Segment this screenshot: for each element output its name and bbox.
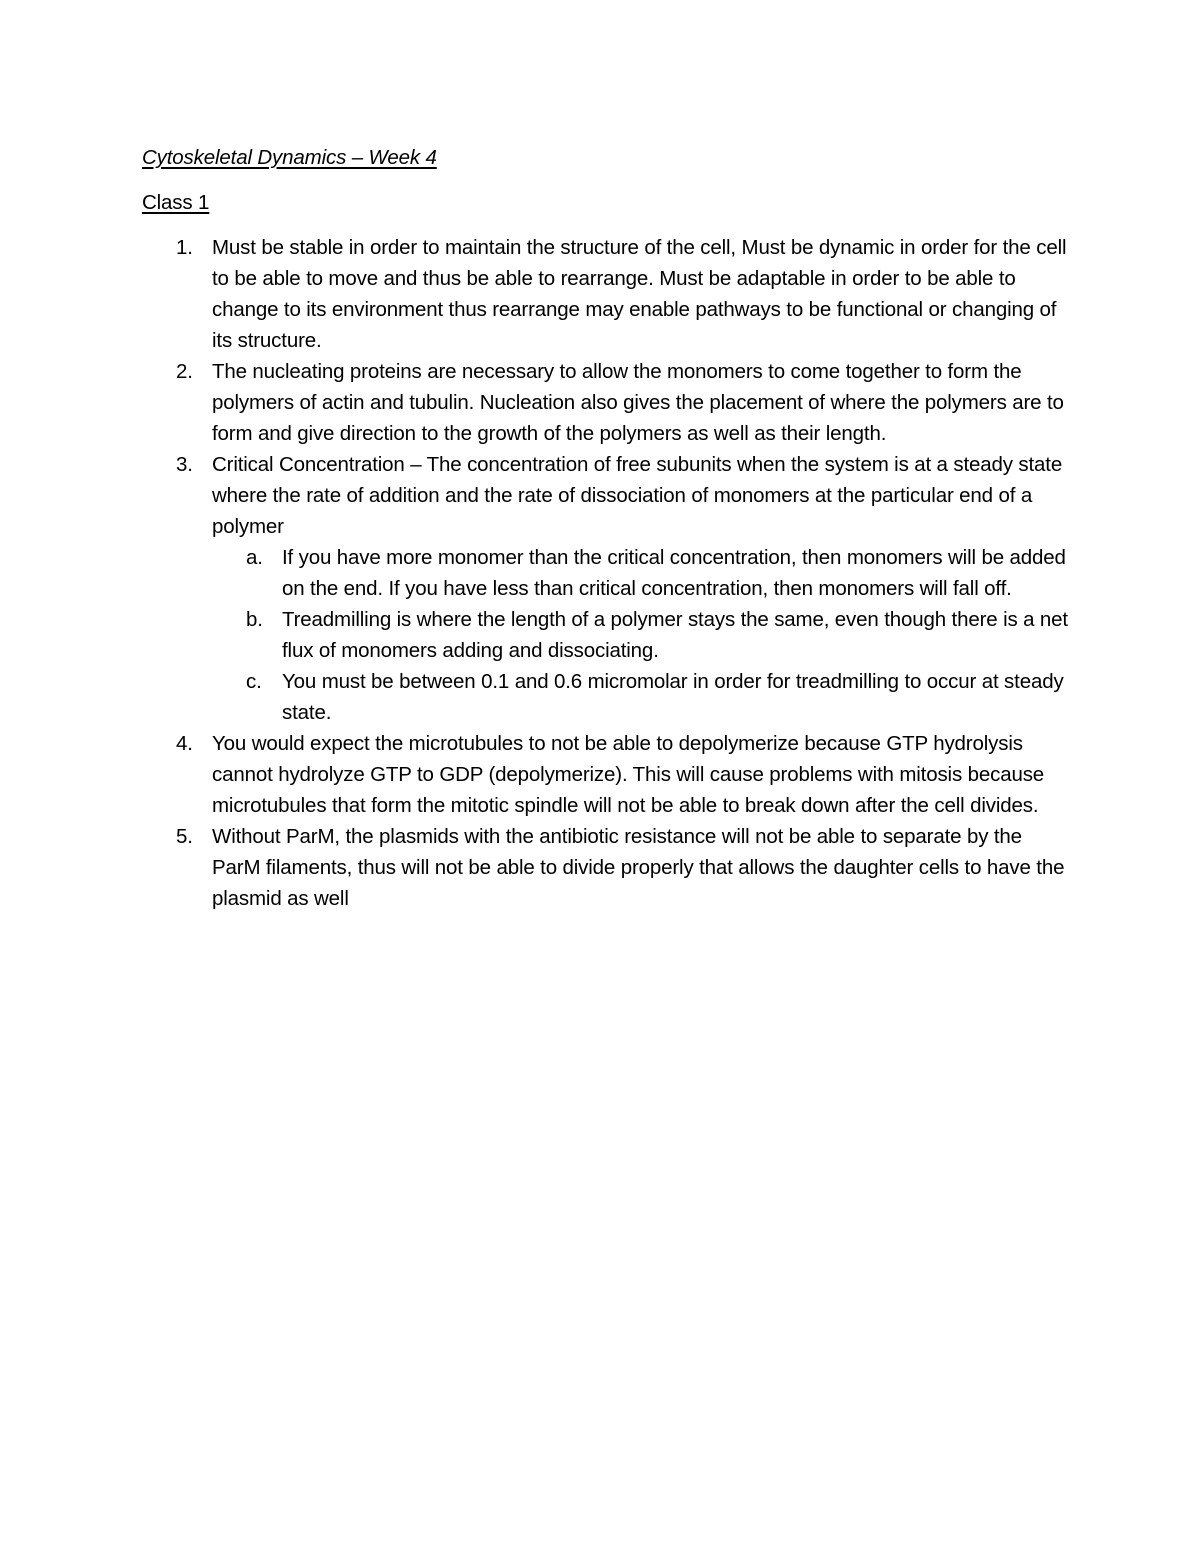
answer-item-2 bbox=[142, 356, 1072, 449]
sub-answer-letter: b. bbox=[246, 608, 263, 631]
answer-list bbox=[142, 232, 1072, 914]
answer-number: 2. bbox=[176, 360, 193, 383]
document-body bbox=[142, 142, 1072, 914]
sub-answer-text: If you have more monomer than the critical concentration, then monomers will be added on the end. If you have less than critical concentration, then monomers will fall off. bbox=[282, 546, 1066, 600]
answer-text: You would expect the microtubules to not be able to depolymerize because GTP hydrolysis cannot hydrolyze GTP to GDP (depolymerize). This will cause problems with mitosis because microtubules that form the mitotic spindle will not be able to break down after the cell divides. bbox=[212, 732, 1045, 817]
answer-number: 3. bbox=[176, 453, 193, 476]
sub-answer-item-c bbox=[212, 666, 1072, 728]
answer-text: Without ParM, the plasmids with the antibiotic resistance will not be able to separate by the ParM filaments, thus will not be able to divide properly that allows the daughter cells to have the plasmid as well bbox=[212, 825, 1065, 910]
answer-text: The nucleating proteins are necessary to allow the monomers to come together to form the polymers of actin and tubulin. Nucleation also gives the placement of where the polymers are to form and give direction to the growth of the polymers as well as their length. bbox=[212, 360, 1064, 445]
sub-answer-item-b bbox=[212, 604, 1072, 666]
answer-text: Must be stable in order to maintain the structure of the cell, Must be dynamic in order for the cell to be able to move and thus be able to rearrange. Must be adaptable in order to be able to change to its environment thus rearrange may enable pathways to be functional or changing of its structure. bbox=[212, 236, 1067, 352]
answer-item-3 bbox=[142, 449, 1072, 728]
answer-number: 1. bbox=[176, 236, 193, 259]
sub-answer-text: Treadmilling is where the length of a polymer stays the same, even though there is a net flux of monomers adding and dissociating. bbox=[282, 608, 1068, 662]
document-title: Cytoskeletal Dynamics – Week 4 bbox=[142, 146, 437, 169]
sub-answer-letter: a. bbox=[246, 546, 263, 569]
sub-answer-list bbox=[212, 542, 1072, 728]
answer-item-5 bbox=[142, 821, 1072, 914]
answer-number: 4. bbox=[176, 732, 193, 755]
answer-item-1 bbox=[142, 232, 1072, 356]
answer-number: 5. bbox=[176, 825, 193, 848]
answer-item-4 bbox=[142, 728, 1072, 821]
sub-answer-text: You must be between 0.1 and 0.6 micromolar in order for treadmilling to occur at steady state. bbox=[282, 670, 1064, 724]
sub-answer-item-a bbox=[212, 542, 1072, 604]
class-heading: Class 1 bbox=[142, 191, 210, 214]
sub-answer-letter: c. bbox=[246, 670, 262, 693]
answer-text: Critical Concentration – The concentration of free subunits when the system is at a steady state where the rate of addition and the rate of dissociation of monomers at the particular end of a polymer bbox=[212, 453, 1063, 538]
